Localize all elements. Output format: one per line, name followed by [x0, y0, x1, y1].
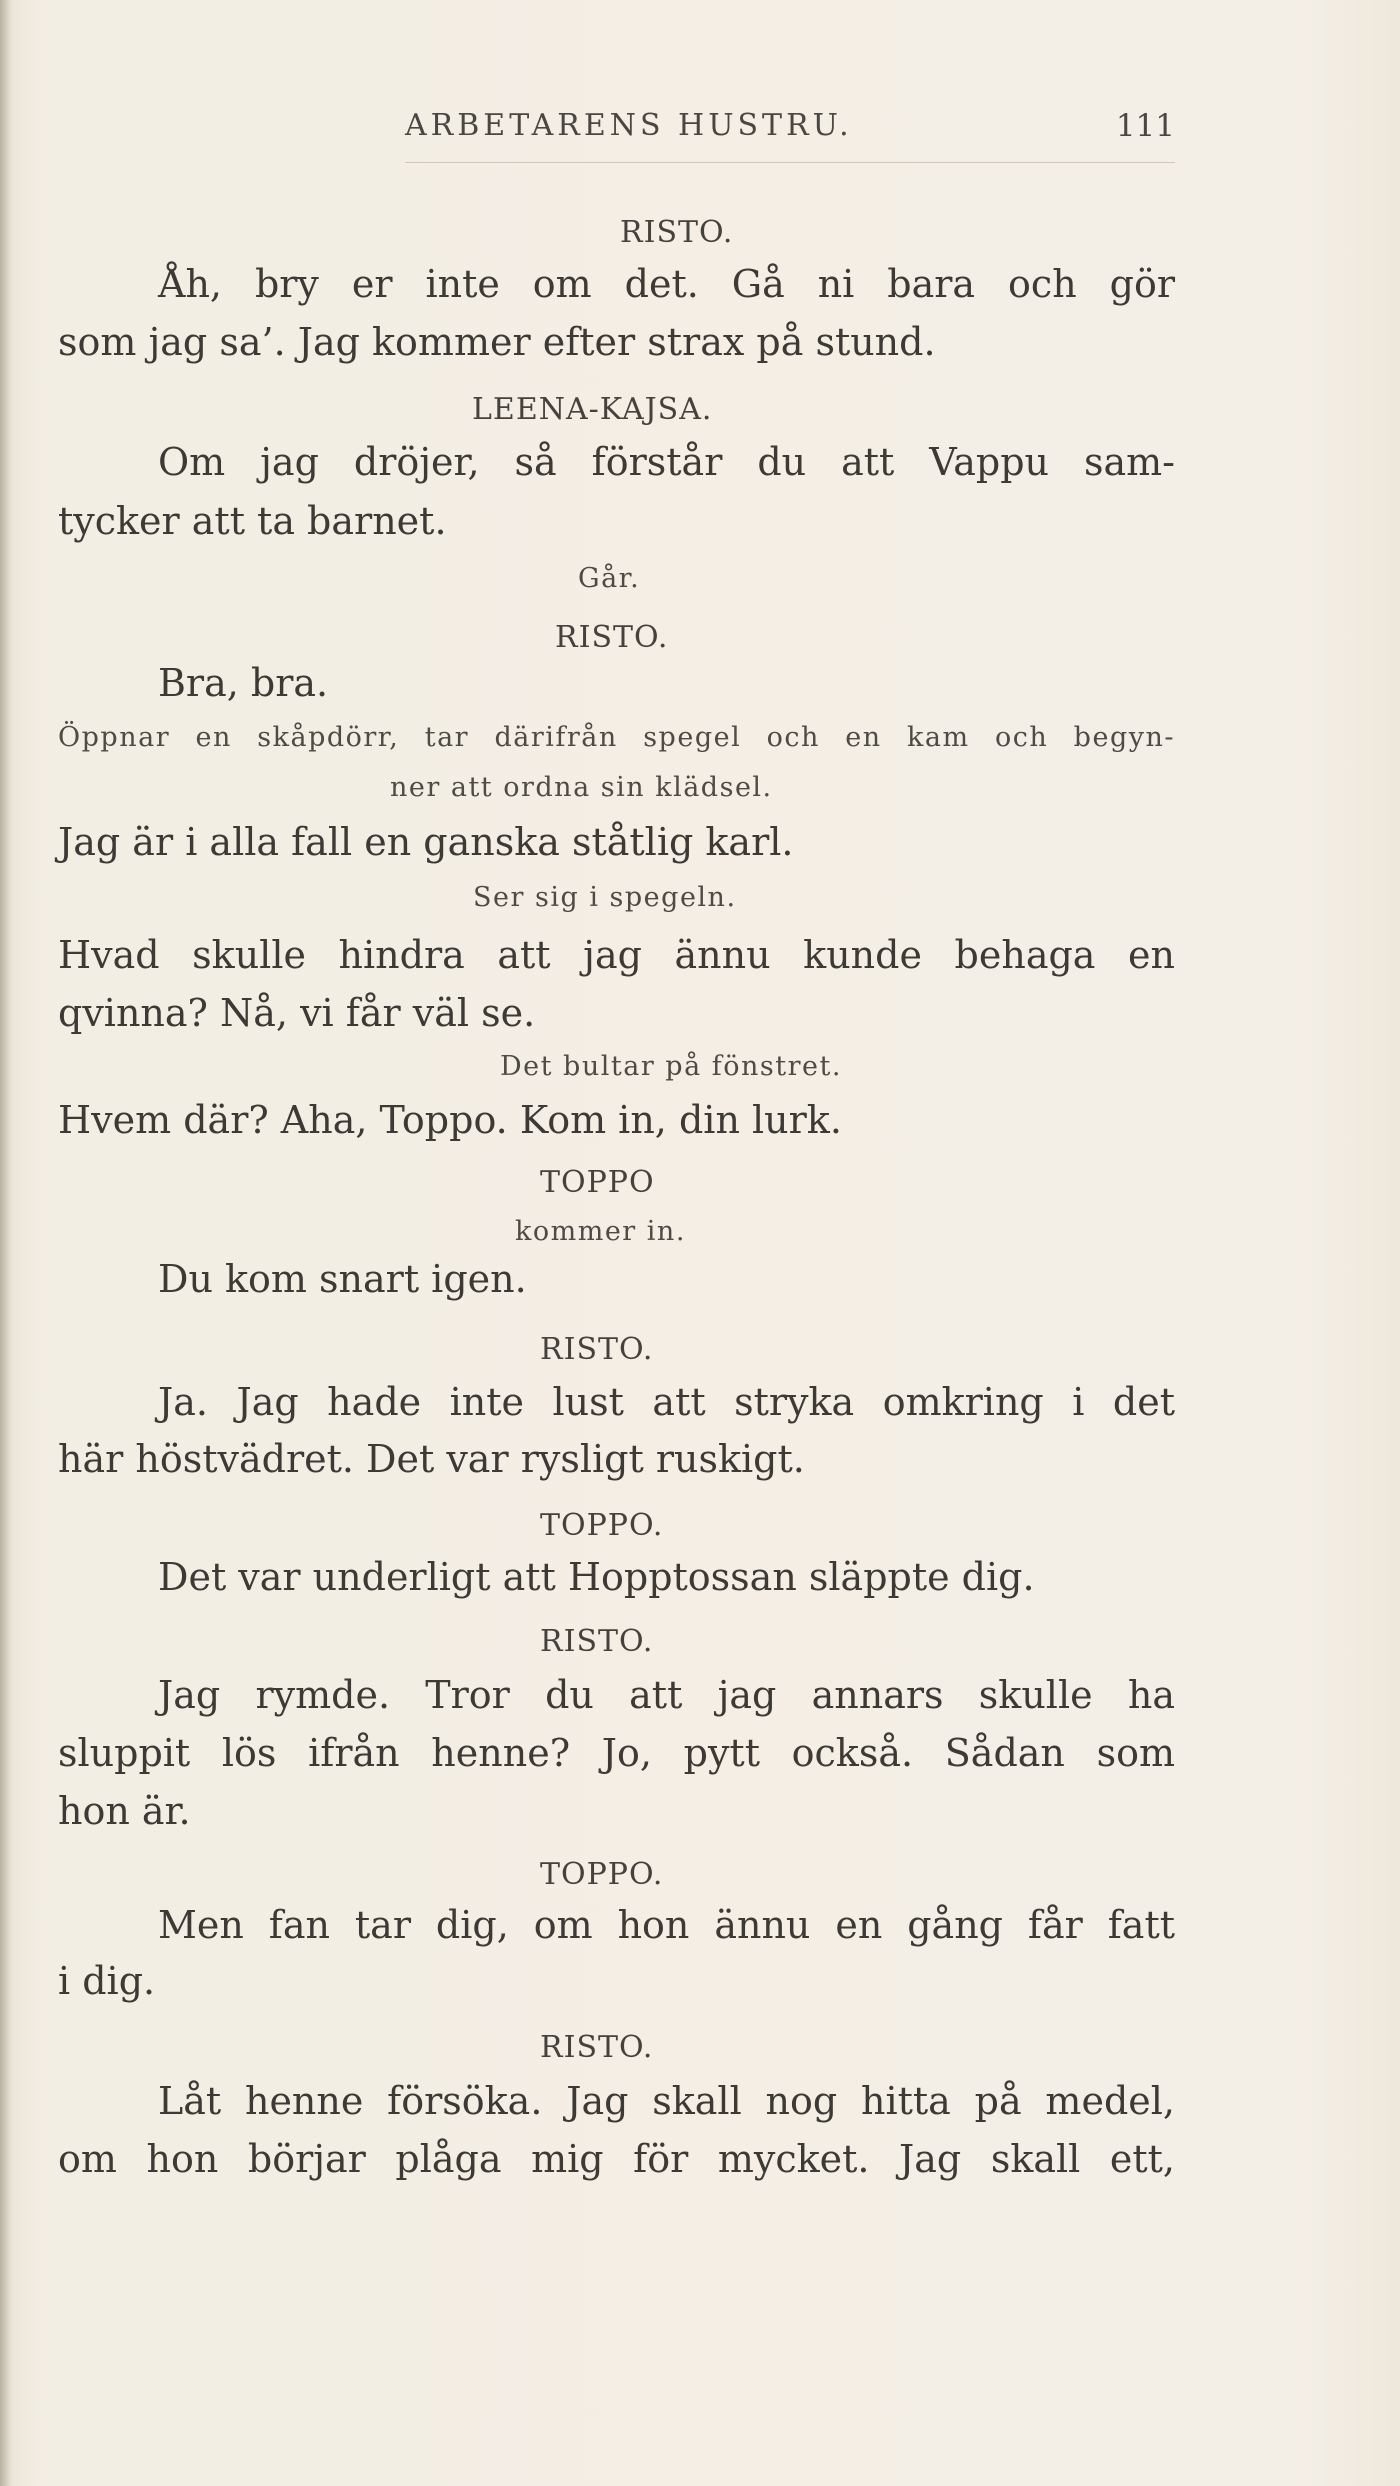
- text-line: Åh, bry er inte om det. Gå ni bara och gör: [158, 262, 1175, 306]
- text-line: Men fan tar dig, om hon ännu en gång får fatt: [158, 1903, 1175, 1947]
- speaker-risto: RISTO.: [540, 2030, 654, 2065]
- text-line: qvinna? Nå, vi får väl se.: [58, 991, 536, 1035]
- speaker-risto: RISTO.: [620, 215, 734, 250]
- speaker-risto: RISTO.: [540, 1624, 654, 1659]
- text-line: Jag rymde. Tror du att jag annars skulle ha: [158, 1673, 1175, 1717]
- text-line: sluppit lös ifrån henne? Jo, pytt också. Sådan som: [58, 1731, 1175, 1775]
- text-line: som jag sa’. Jag kommer efter strax på stund.: [58, 320, 936, 364]
- speaker-leena-kajsa: LEENA-KAJSA.: [472, 392, 713, 427]
- text-line: Det var underligt att Hopptossan släppte dig.: [158, 1555, 1035, 1599]
- stage-direction: Ser sig i spegeln.: [473, 882, 737, 913]
- speaker-toppo: TOPPO.: [540, 1508, 664, 1543]
- header-rule: [405, 162, 1175, 163]
- stage-direction: Öppnar en skåpdörr, tar därifrån spegel och en kam och begyn-: [58, 722, 1175, 753]
- text-line: Om jag dröjer, så förstår du att Vappu sam-: [158, 440, 1175, 484]
- text-line: Hvad skulle hindra att jag ännu kunde behaga en: [58, 933, 1175, 977]
- page-edge: [0, 0, 10, 2486]
- speaker-toppo: TOPPO.: [540, 1857, 664, 1892]
- text-line: Jag är i alla fall en ganska ståtlig karl.: [58, 820, 794, 864]
- stage-direction: ner att ordna sin klädsel.: [390, 772, 773, 803]
- text-line: Låt henne försöka. Jag skall nog hitta på medel,: [158, 2079, 1175, 2123]
- text-line: här höstvädret. Det var rysligt ruskigt.: [58, 1437, 805, 1481]
- stage-direction: kommer in.: [515, 1216, 686, 1247]
- speaker-risto: RISTO.: [555, 620, 669, 655]
- speaker-toppo: TOPPO: [540, 1165, 655, 1200]
- text-line: tycker att ta barnet.: [58, 499, 447, 543]
- text-line: om hon börjar plåga mig för mycket. Jag skall ett,: [58, 2137, 1175, 2181]
- page-number: 111: [1115, 108, 1175, 144]
- text-line: Bra, bra.: [158, 661, 329, 705]
- text-line: Ja. Jag hade inte lust att stryka omkring i det: [158, 1380, 1175, 1424]
- stage-direction: Går.: [578, 563, 641, 594]
- stage-direction: Det bultar på fönstret.: [500, 1051, 842, 1082]
- text-line: Du kom snart igen.: [158, 1257, 527, 1301]
- running-title: ARBETARENS HUSTRU.: [405, 108, 853, 143]
- text-line: Hvem där? Aha, Toppo. Kom in, din lurk.: [58, 1098, 842, 1142]
- speaker-risto: RISTO.: [540, 1332, 654, 1367]
- text-line: hon är.: [58, 1789, 191, 1833]
- page-header: [405, 108, 1175, 148]
- text-line: i dig.: [58, 1959, 156, 2003]
